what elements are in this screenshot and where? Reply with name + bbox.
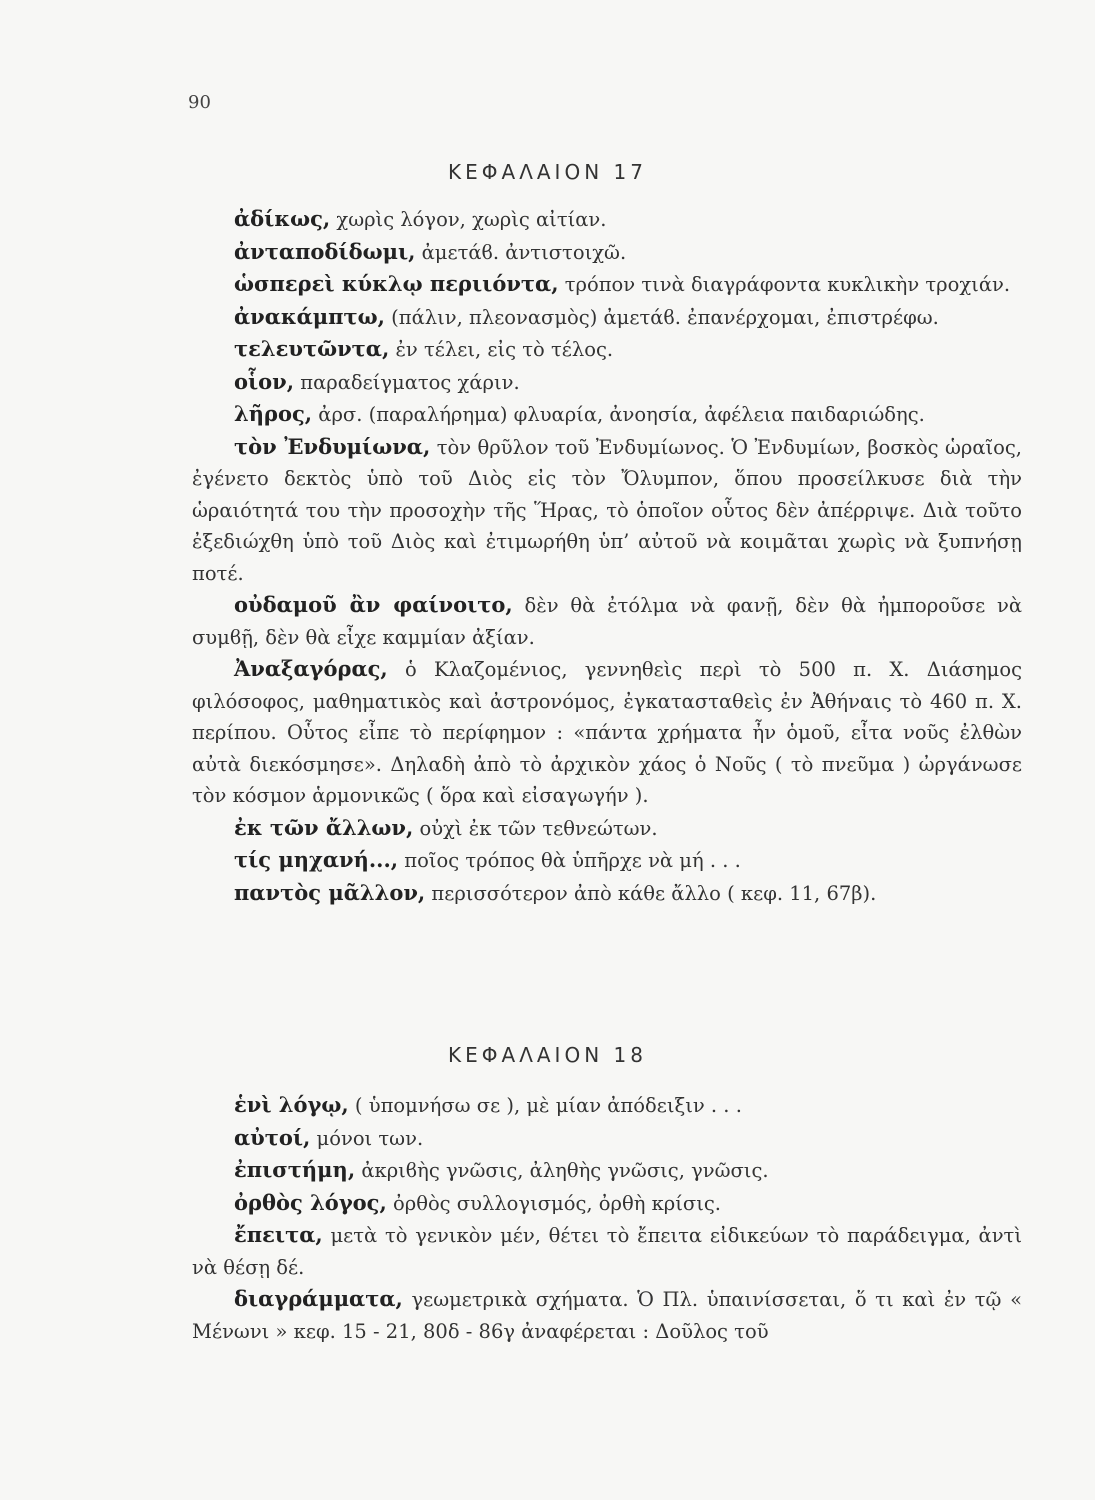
entry-definition: ὀρθὸς συλλογισμός, ὀρθὴ κρίσις. xyxy=(393,1191,721,1215)
entry-definition: παραδείγματος χάριν. xyxy=(300,370,520,394)
entry-definition: ποῖος τρόπος θὰ ὑπῆρχε νὰ μή . . . xyxy=(404,849,741,872)
entry-term: ἐπιστήμη, xyxy=(234,1157,356,1182)
glossary-entry xyxy=(192,844,1022,877)
entry-definition: γεωμετρικὰ σχήματα. Ὁ Πλ. ὑπαινίσσεται, ὅ τι καὶ ἐν τῷ « Μένωνι » κεφ. 15 - 21, 80δ - 86γ ἀναφέρεται : Δοῦλος τοῦ xyxy=(192,1288,1023,1343)
chapter-heading: ΚΕΦΑΛΑΙΟΝ 18 xyxy=(448,1043,647,1067)
entry-definition: δὲν θὰ ἐτόλμα νὰ φανῇ, δὲν θὰ ἠμποροῦσε νὰ συμϐῇ, δὲν θὰ εἶχε καμμίαν ἀξίαν. xyxy=(192,594,1022,649)
entry-definition: (πάλιν, πλεονασμὸς) ἀμετάϐ. ἐπανέρχομαι, ἐπιστρέφω. xyxy=(391,305,939,329)
entry-definition: ἀκριϐὴς γνῶσις, ἀληθὴς γνῶσις, γνῶσις. xyxy=(361,1159,769,1182)
entry-term: τελευτῶντα, xyxy=(234,336,390,361)
entry-term: οἷον, xyxy=(234,368,295,394)
entry-term: Ἀναξαγόρας, xyxy=(234,656,388,681)
entry-term: ἔπειτα, xyxy=(234,1222,323,1247)
glossary-entry xyxy=(192,877,1022,910)
glossary-entry xyxy=(192,203,1022,236)
entry-definition: μετὰ τὸ γενικὸν μέν, θέτει τὸ ἔπειτα εἰδικεύων τὸ παράδειγμα, ἀντὶ νὰ θέσῃ δέ. xyxy=(192,1224,1022,1279)
glossary-entry xyxy=(192,1187,1022,1220)
entry-definition: ( ὑπομνήσω σε ), μὲ μίαν ἀπόδειξιν . . . xyxy=(354,1094,742,1117)
entry-term: τίς μηχανή..., xyxy=(234,847,399,872)
glossary-entry xyxy=(192,431,1022,590)
entry-term: ἀνταποδίδωμι, xyxy=(234,238,416,264)
glossary-entry xyxy=(192,1089,1022,1122)
entry-definition: μόνοι των. xyxy=(316,1126,424,1150)
glossary-entry xyxy=(192,398,1022,431)
entry-definition: ἀμετάϐ. ἀντιστοιχῶ. xyxy=(421,240,627,264)
entry-term: ἑνὶ λόγῳ, xyxy=(234,1092,349,1117)
glossary-entry xyxy=(192,268,1022,301)
entry-definition: περισσότερον ἀπὸ κάθε ἄλλο ( κεφ. 11, 67β). xyxy=(431,881,877,905)
entry-term: ἀνακάμπτω, xyxy=(234,303,385,329)
entry-definition: οὐχὶ ἐκ τῶν τεθνεώτων. xyxy=(419,816,658,840)
glossary-entry xyxy=(192,653,1022,812)
glossary-entry xyxy=(192,1219,1022,1283)
chapter-heading: ΚΕΦΑΛΑΙΟΝ 17 xyxy=(448,160,647,184)
entry-definition: ἀρσ. (παραλήρημα) φλυαρία, ἀνοησία, ἀφέλεια παιδαριώδης. xyxy=(318,403,925,426)
glossary-entry xyxy=(192,366,1022,399)
entry-term: αὐτοί, xyxy=(234,1124,311,1150)
glossary-entry xyxy=(192,301,1022,334)
glossary-entry xyxy=(192,812,1022,845)
entry-definition: ἐν τέλει, εἰς τὸ τέλος. xyxy=(395,338,614,361)
glossary-entry xyxy=(192,236,1022,269)
glossary-block xyxy=(192,203,1022,909)
glossary-entry xyxy=(192,1283,1022,1347)
entry-term: ἐκ τῶν ἄλλων, xyxy=(234,814,414,840)
entry-definition: τρόπον τινὰ διαγράφοντα κυκλικὴν τροχιάν. xyxy=(564,273,1011,296)
glossary-block xyxy=(192,1089,1022,1347)
entry-definition: ὁ Κλαζομένιος, γεννηθεὶς περὶ τὸ 500 π. Χ. Διάσημος φιλόσοφος, μαθηματικὸς καὶ ἀστρονόμος, ἐγκατασταθεὶς ἐν Ἀθήναις τὸ 460 π. Χ. περίπου. Οὗτος εἶπε τὸ περίφημον : «πάντα χρήματα ἦν ὁμοῦ, εἶτα νοῦς ἐλθὼν αὐτὰ διεκόσμησε». Δηλαδὴ ἀπὸ τὸ ἀρχικὸν χάος ὁ Νοῦς ( τὸ πνεῦμα ) ὠργάνωσε τὸν κόσμον ἁρμονικῶς ( ὅρα καὶ εἰσαγωγήν ). xyxy=(192,658,1022,807)
page-number: 90 xyxy=(188,92,211,113)
entry-term: ὀρθὸς λόγος, xyxy=(234,1189,387,1215)
glossary-entry xyxy=(192,589,1022,653)
entry-term: παντὸς μᾶλλον, xyxy=(234,879,426,905)
glossary-entry xyxy=(192,1154,1022,1187)
entry-term: τὸν Ἐνδυμίωνα, xyxy=(234,433,431,459)
glossary-entry xyxy=(192,1122,1022,1155)
glossary-entry xyxy=(192,333,1022,366)
entry-definition: τὸν θρῦλον τοῦ Ἐνδυμίωνος. Ὁ Ἐνδυμίων, βοσκὸς ὡραῖος, ἐγένετο δεκτὸς ὑπὸ τοῦ Διὸς εἰς τὸν Ὄλυμπον, ὅπου προσείλκυσε διὰ τὴν ὡραιότητά του τὴν προσοχὴν τῆς Ἥρας, τὸ ὁποῖον οὗτος δὲν ἀπέρριψε. Διὰ τοῦτο ἐξεδιώχθη ὑπὸ τοῦ Διὸς καὶ ἐτιμωρήθη ὑπ’ αὐτοῦ νὰ κοιμᾶται χωρὶς νὰ ξυπνήσῃ ποτέ. xyxy=(192,435,1022,585)
entry-term: οὐδαμοῦ ἂν φαίνοιτο, xyxy=(234,592,513,617)
entry-term: διαγράμματα, xyxy=(234,1286,403,1311)
entry-term: ὡσπερεὶ κύκλῳ περιιόντα, xyxy=(234,271,559,296)
entry-term: ἀδίκως, xyxy=(234,206,331,231)
entry-definition: χωρὶς λόγον, χωρὶς αἰτίαν. xyxy=(336,208,607,231)
entry-term: λῆρος, xyxy=(234,401,313,426)
